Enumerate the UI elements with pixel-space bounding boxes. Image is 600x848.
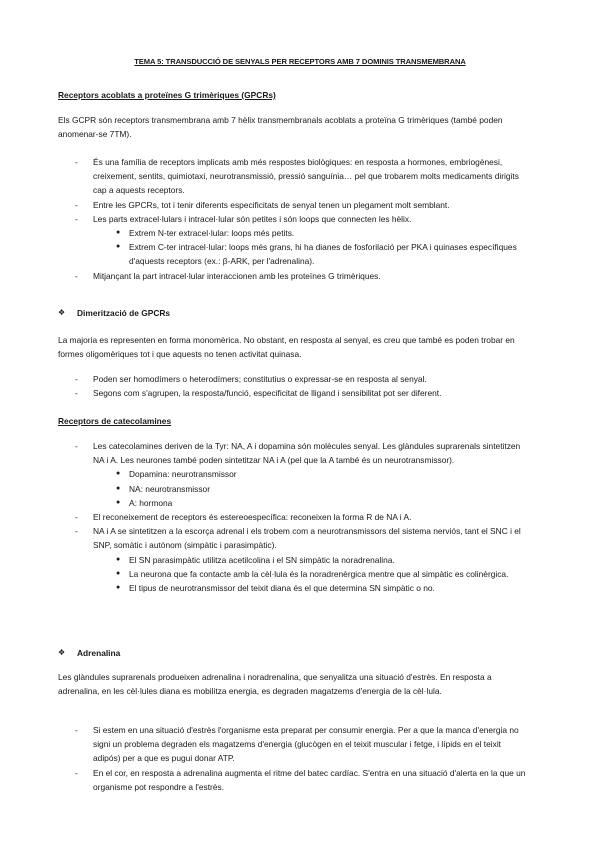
dash-marker: - <box>75 270 78 281</box>
sub-list-item <box>93 467 528 481</box>
list-item-text: Mitjançant la part intracel·lular interaccionen amb les proteïnes G trimèriques. <box>93 270 381 281</box>
list-item <box>58 386 528 400</box>
sub-list-item <box>93 226 528 240</box>
sub-list-item-text: Extrem N-ter extracel·lular: loops més petits. <box>129 228 295 239</box>
list-item <box>58 439 528 510</box>
subheading-text: Dimerització de GPCRs <box>77 308 171 318</box>
sub-list <box>93 226 528 269</box>
sub-list-item <box>93 496 528 510</box>
subheading-adrenalina <box>58 648 121 658</box>
list-item <box>58 510 528 524</box>
list-item <box>58 766 528 794</box>
gpcrs-list <box>58 155 528 283</box>
adrenalina-paragraph: Les glàndules suprarenals produeixen adrenalina i noradrenalina, que senyalitza una situació d'estrès. En resposta a adrenalina, en les cèl·lules diana es mobilitza energia, es degraden magatzems d'energia de la cèl·lula. <box>58 672 492 697</box>
list-item-text: Poden ser homodímers o heterodímers; constitutius o expressar-se en resposta al senyal. <box>93 374 427 384</box>
sub-list-item-text: El tipus de neurotransmissor del teixit diana és el que determina SN simpàtic o no. <box>129 583 435 594</box>
dash-marker: - <box>75 374 78 384</box>
sub-list <box>93 553 528 596</box>
bullet-icon: ● <box>116 569 121 577</box>
dash-marker: - <box>75 388 78 399</box>
gpcrs-intro-paragraph: Els GCPR són receptors transmembrana amb 7 hèlix transmembranals acoblats a proteïna G trimèriques (també poden anomenar-se 7TM). <box>58 115 503 140</box>
sub-list-item <box>93 240 528 268</box>
bullet-icon: ● <box>116 498 121 506</box>
sub-list-item-text: A: hormona <box>129 497 173 508</box>
list-item <box>58 269 528 283</box>
dash-marker: - <box>75 512 78 523</box>
dash-marker: - <box>75 767 78 778</box>
list-item <box>58 155 528 198</box>
subheading-text: Adrenalina <box>77 648 121 658</box>
section-heading-catecolamines: Receptors de catecolamines <box>58 416 172 426</box>
bullet-icon: ● <box>116 484 121 492</box>
sub-list-item-text: La neurona que fa contacte amb la cèl·lula és la noradrenèrgica mentre que al simpàtic es colinèrgica. <box>129 568 509 579</box>
sub-list-item-text: El SN parasimpàtic utilitza acetilcolina i el SN simpàtic la noradrenalina. <box>129 554 395 565</box>
dash-marker: - <box>75 213 78 224</box>
list-item-text: Segons com s'agrupen, la resposta/funció, especificitat de lligand i sensibilitat pot ser diferent. <box>93 388 442 399</box>
list-item <box>58 372 528 386</box>
catecolamines-list <box>58 439 528 595</box>
sub-list-item <box>93 581 528 595</box>
bullet-icon: ● <box>116 470 121 478</box>
sub-list-item <box>93 482 528 496</box>
bullet-icon: ● <box>116 243 121 251</box>
adrenalina-list <box>58 723 528 794</box>
bullet-icon: ● <box>116 555 121 563</box>
list-item-text: Entre les GPCRs, tot i tenir diferents especificitats de senyal tenen un plegament molt semblant. <box>93 199 450 210</box>
list-item <box>58 524 528 595</box>
dimeritzacio-paragraph: La majoria es representen en forma monomèrica. No obstant, en resposta al senyal, es creu que també es poden trobar en formes oligomèriques tot i que aquests no tenen activitat quinasa. <box>58 335 515 360</box>
list-item-text: En el cor, en resposta a adrenalina augmenta el ritme del batec cardíac. S'entra en una situació d'alerta en la que un organisme pot respondre a l'estrès. <box>93 767 526 792</box>
bullet-icon: ● <box>116 229 121 237</box>
list-item-text: El reconeixement de receptors és estereoespecífica: reconeixen la forma R de NA i A. <box>93 512 412 523</box>
dimeritzacio-list <box>58 372 528 400</box>
list-item-text: És una família de receptors implicats amb més respostes biològiques: en resposta a hormones, embriogènesi, creixement, sentits, quimiotaxi, neurotransmissió, pressió sanguínia… pel que trobarem molts medicaments dirigits cap a aquests receptors. <box>93 157 519 196</box>
dash-marker: - <box>75 441 78 451</box>
sub-list-item <box>93 553 528 567</box>
list-item <box>58 198 528 212</box>
sub-list-item-text: NA: neurotransmissor <box>129 483 210 494</box>
sub-list-item-text: Extrem C-ter intracel·lular: loops més grans, hi ha dianes de fosforilació per PKA i quinases específiques d'aquests receptors (ex.: β-ARK, per l'adrenalina). <box>129 242 517 267</box>
dash-marker: - <box>75 725 78 735</box>
list-item <box>58 723 528 766</box>
diamond-bullet-icon: ❖ <box>58 308 66 317</box>
section-heading-gpcrs: Receptors acoblats a proteïnes G trimèriques (GPCRs) <box>58 90 276 100</box>
page-title: TEMA 5: TRANSDUCCIÓ DE SENYALS PER RECEPTORS AMB 7 DOMINIS TRANSMEMBRANA <box>134 57 466 66</box>
sub-list <box>93 467 528 510</box>
list-item-text: Si estem en una situació d'estrès l'organisme esta preparat per consumir energia. Per a que la manca d'energia no signi un problema degraden els magatzems d'energia (glucògen en el teixit muscular i fetge, i lípids en el teixit adipós) per a que es pugui donar ATP. <box>93 725 519 764</box>
list-item-text: Les parts extracel·lulars i intracel·lular són petites i són loops que connecten les hèlix. <box>93 213 412 224</box>
sub-list-item-text: Dopamina: neurotransmissor <box>129 469 237 480</box>
list-item <box>58 212 528 269</box>
list-item-text: NA i A se sintetitzen a la escorça adrenal i els trobem com a neurotransmissors del sistema nerviós, tant el SNC i el SNP, somàtic i autònom (simpàtic i parasimpàtic). <box>93 526 521 551</box>
dash-marker: - <box>75 526 78 537</box>
diamond-bullet-icon: ❖ <box>58 648 66 657</box>
dash-marker: - <box>75 157 78 167</box>
sub-list-item <box>93 567 528 581</box>
list-item-text: Les catecolamines deriven de la Tyr: NA, A i dopamina són molècules senyal. Les glàndules suprarenals sintetitzen NA i A. Les neurones també poden sintetitzar NA i A (pel que la A també és un neurotransmissor). <box>93 441 521 466</box>
dash-marker: - <box>75 199 78 210</box>
subheading-dimeritzacio <box>58 308 171 318</box>
bullet-icon: ● <box>116 584 121 592</box>
